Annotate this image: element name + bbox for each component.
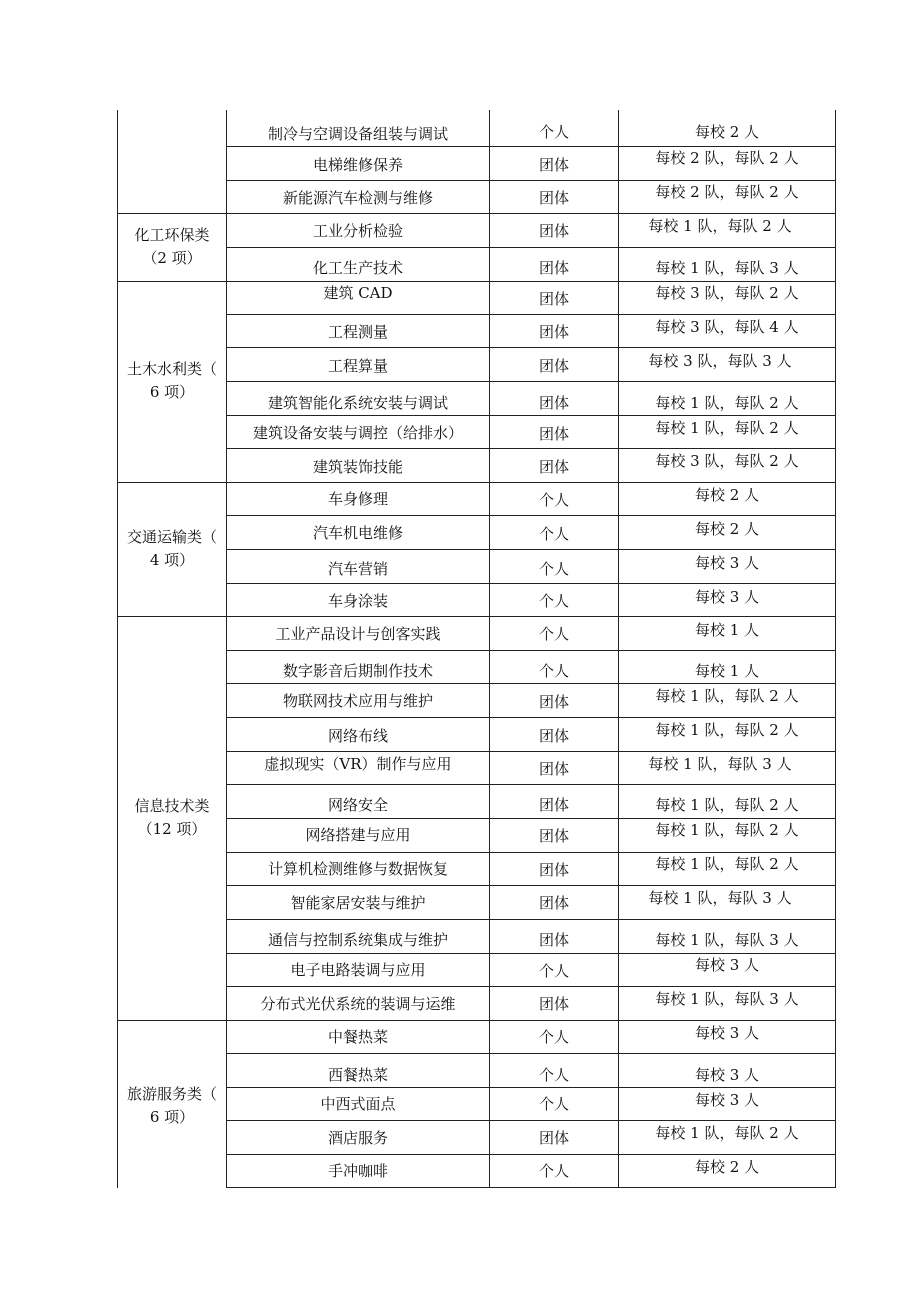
- category-name: 信息技术类: [134, 797, 210, 815]
- event-cell: 手冲咖啡: [327, 1162, 388, 1180]
- quota-cell: 每校 3 队，每队 2 人: [655, 284, 799, 302]
- quota-cell: 每校 2 队，每队 2 人: [655, 183, 799, 201]
- row-divider: [226, 751, 836, 752]
- category-divider: [117, 482, 836, 483]
- mode-cell: 团体: [538, 827, 569, 845]
- event-cell: 网络搭建与应用: [305, 826, 411, 844]
- event-cell: 工业分析检验: [312, 222, 403, 240]
- mode-cell: 团体: [538, 693, 569, 711]
- row-divider: [226, 583, 836, 584]
- event-cell: 西餐热菜: [327, 1066, 388, 1084]
- quota-cell: 每校 3 人: [694, 554, 760, 572]
- category-count: 6 项）: [149, 1108, 195, 1126]
- quota-cell: 每校 3 队，每队 3 人: [648, 352, 792, 370]
- category-divider: [117, 1020, 836, 1021]
- mode-cell: 团体: [538, 323, 569, 341]
- category-divider: [117, 281, 836, 282]
- event-cell: 汽车机电维修: [312, 524, 403, 542]
- event-cell: 电子电路装调与应用: [290, 961, 426, 979]
- quota-cell: 每校 2 人: [694, 123, 760, 141]
- mode-cell: 团体: [538, 458, 569, 476]
- category-name: 化工环保类: [134, 226, 210, 244]
- category-count: 4 项）: [149, 551, 195, 569]
- row-divider: [226, 448, 836, 449]
- category-divider: [117, 616, 836, 617]
- quota-cell: 每校 1 队，每队 2 人: [648, 217, 792, 235]
- quota-cell: 每校 2 人: [694, 520, 760, 538]
- mode-cell: 团体: [538, 894, 569, 912]
- event-cell: 化工生产技术: [312, 259, 403, 277]
- row-divider: [226, 1087, 836, 1088]
- category-count: （2 项）: [142, 249, 202, 267]
- table-bottom-border: [226, 1187, 836, 1188]
- quota-cell: 每校 1 队，每队 2 人: [655, 821, 799, 839]
- quota-cell: 每校 2 队，每队 2 人: [655, 149, 799, 167]
- row-divider: [226, 314, 836, 315]
- mode-cell: 团体: [538, 357, 569, 375]
- quota-cell: 每校 1 队，每队 2 人: [655, 687, 799, 705]
- mode-cell: 个人: [538, 1095, 569, 1113]
- mode-cell: 个人: [538, 962, 569, 980]
- category-label: [117, 526, 227, 572]
- mode-cell: 团体: [538, 189, 569, 207]
- row-divider: [226, 146, 836, 147]
- quota-cell: 每校 1 队，每队 2 人: [655, 394, 799, 412]
- mode-cell: 个人: [538, 625, 569, 643]
- mode-cell: 个人: [538, 592, 569, 610]
- category-name: 土木水利类（: [126, 360, 217, 378]
- table-border-left: [117, 110, 118, 1188]
- mode-cell: 团体: [538, 995, 569, 1013]
- event-cell: 智能家居安装与维护: [290, 894, 426, 912]
- quota-cell: 每校 3 人: [694, 1091, 760, 1109]
- event-cell: 车身修理: [327, 490, 388, 508]
- event-cell: 工程算量: [327, 357, 388, 375]
- quota-cell: 每校 3 队，每队 4 人: [655, 318, 799, 336]
- mode-cell: 个人: [538, 1028, 569, 1046]
- mode-cell: 个人: [538, 123, 569, 141]
- mode-cell: 个人: [538, 560, 569, 578]
- mode-cell: 个人: [538, 491, 569, 509]
- quota-cell: 每校 3 人: [694, 956, 760, 974]
- event-cell: 工程测量: [327, 323, 388, 341]
- mode-cell: 团体: [538, 290, 569, 308]
- row-divider: [226, 247, 836, 248]
- mode-cell: 团体: [538, 259, 569, 277]
- event-cell: 计算机检测维修与数据恢复: [267, 860, 448, 878]
- category-name: 旅游服务类（: [126, 1085, 217, 1103]
- event-cell: 网络安全: [327, 796, 388, 814]
- event-cell: 制冷与空调设备组装与调试: [267, 125, 448, 143]
- row-divider: [226, 1154, 836, 1155]
- table-border-right: [835, 110, 836, 1188]
- event-cell: 建筑设备安装与调控（给排水）: [252, 424, 463, 442]
- quota-cell: 每校 1 队，每队 2 人: [655, 419, 799, 437]
- row-divider: [226, 347, 836, 348]
- row-divider: [226, 1120, 836, 1121]
- row-divider: [226, 549, 836, 550]
- mode-cell: 个人: [538, 1162, 569, 1180]
- event-cell: 通信与控制系统集成与维护: [267, 931, 448, 949]
- event-cell: 建筑 CAD: [323, 284, 393, 302]
- quota-cell: 每校 1 队，每队 2 人: [655, 721, 799, 739]
- row-divider: [226, 180, 836, 181]
- mode-cell: 个人: [538, 1066, 569, 1084]
- quota-cell: 每校 1 队，每队 3 人: [648, 889, 792, 907]
- mode-cell: 团体: [538, 727, 569, 745]
- quota-cell: 每校 1 队，每队 2 人: [655, 796, 799, 814]
- row-divider: [226, 852, 836, 853]
- mode-cell: 团体: [538, 394, 569, 412]
- row-divider: [226, 818, 836, 819]
- mode-cell: 个人: [538, 662, 569, 680]
- row-divider: [226, 717, 836, 718]
- row-divider: [226, 381, 836, 382]
- event-cell: 车身涂装: [327, 592, 388, 610]
- quota-cell: 每校 3 人: [694, 1024, 760, 1042]
- row-divider: [226, 986, 836, 987]
- category-label: [117, 358, 227, 404]
- quota-cell: 每校 3 人: [694, 588, 760, 606]
- row-divider: [226, 784, 836, 785]
- event-cell: 酒店服务: [327, 1129, 388, 1147]
- event-cell: 中餐热菜: [327, 1028, 388, 1046]
- mode-cell: 团体: [538, 1129, 569, 1147]
- event-cell: 中西式面点: [320, 1095, 396, 1113]
- event-cell: 工业产品设计与创客实践: [275, 625, 441, 643]
- quota-cell: 每校 1 队，每队 3 人: [655, 259, 799, 277]
- event-cell: 建筑装饰技能: [312, 458, 403, 476]
- mode-cell: 团体: [538, 796, 569, 814]
- mode-cell: 团体: [538, 222, 569, 240]
- quota-cell: 每校 1 队，每队 3 人: [648, 755, 792, 773]
- event-cell: 网络布线: [327, 727, 388, 745]
- mode-cell: 团体: [538, 931, 569, 949]
- row-divider: [226, 885, 836, 886]
- event-cell: 电梯维修保养: [312, 156, 403, 174]
- event-cell: 数字影音后期制作技术: [282, 662, 433, 680]
- category-label: [117, 795, 227, 841]
- row-divider: [226, 650, 836, 651]
- event-cell: 物联网技术应用与维护: [282, 692, 433, 710]
- row-divider: [226, 683, 836, 684]
- quota-cell: 每校 1 队，每队 2 人: [655, 1124, 799, 1142]
- row-divider: [226, 1053, 836, 1054]
- row-divider: [226, 919, 836, 920]
- quota-cell: 每校 2 人: [694, 1158, 760, 1176]
- event-cell: 建筑智能化系统安装与调试: [267, 394, 448, 412]
- mode-cell: 团体: [538, 425, 569, 443]
- category-label: [117, 1083, 227, 1129]
- category-divider: [117, 213, 836, 214]
- quota-cell: 每校 1 队，每队 2 人: [655, 855, 799, 873]
- quota-cell: 每校 1 人: [694, 621, 760, 639]
- mode-cell: 团体: [538, 156, 569, 174]
- event-cell: 汽车营销: [327, 560, 388, 578]
- quota-cell: 每校 1 人: [694, 662, 760, 680]
- quota-cell: 每校 2 人: [694, 486, 760, 504]
- row-divider: [226, 415, 836, 416]
- quota-cell: 每校 3 队，每队 2 人: [655, 452, 799, 470]
- mode-cell: 个人: [538, 525, 569, 543]
- row-divider: [226, 953, 836, 954]
- event-cell: 分布式光伏系统的装调与运维: [260, 995, 456, 1013]
- event-cell: 新能源汽车检测与维修: [282, 189, 433, 207]
- quota-cell: 每校 3 人: [694, 1066, 760, 1084]
- mode-cell: 团体: [538, 760, 569, 778]
- category-label: [117, 224, 227, 270]
- category-count: （12 项）: [137, 820, 207, 838]
- quota-cell: 每校 1 队，每队 3 人: [655, 990, 799, 1008]
- category-name: 交通运输类（: [126, 528, 217, 546]
- mode-cell: 团体: [538, 861, 569, 879]
- row-divider: [226, 515, 836, 516]
- quota-cell: 每校 1 队，每队 3 人: [655, 931, 799, 949]
- event-cell: 虚拟现实（VR）制作与应用: [264, 755, 452, 773]
- category-count: 6 项）: [149, 383, 195, 401]
